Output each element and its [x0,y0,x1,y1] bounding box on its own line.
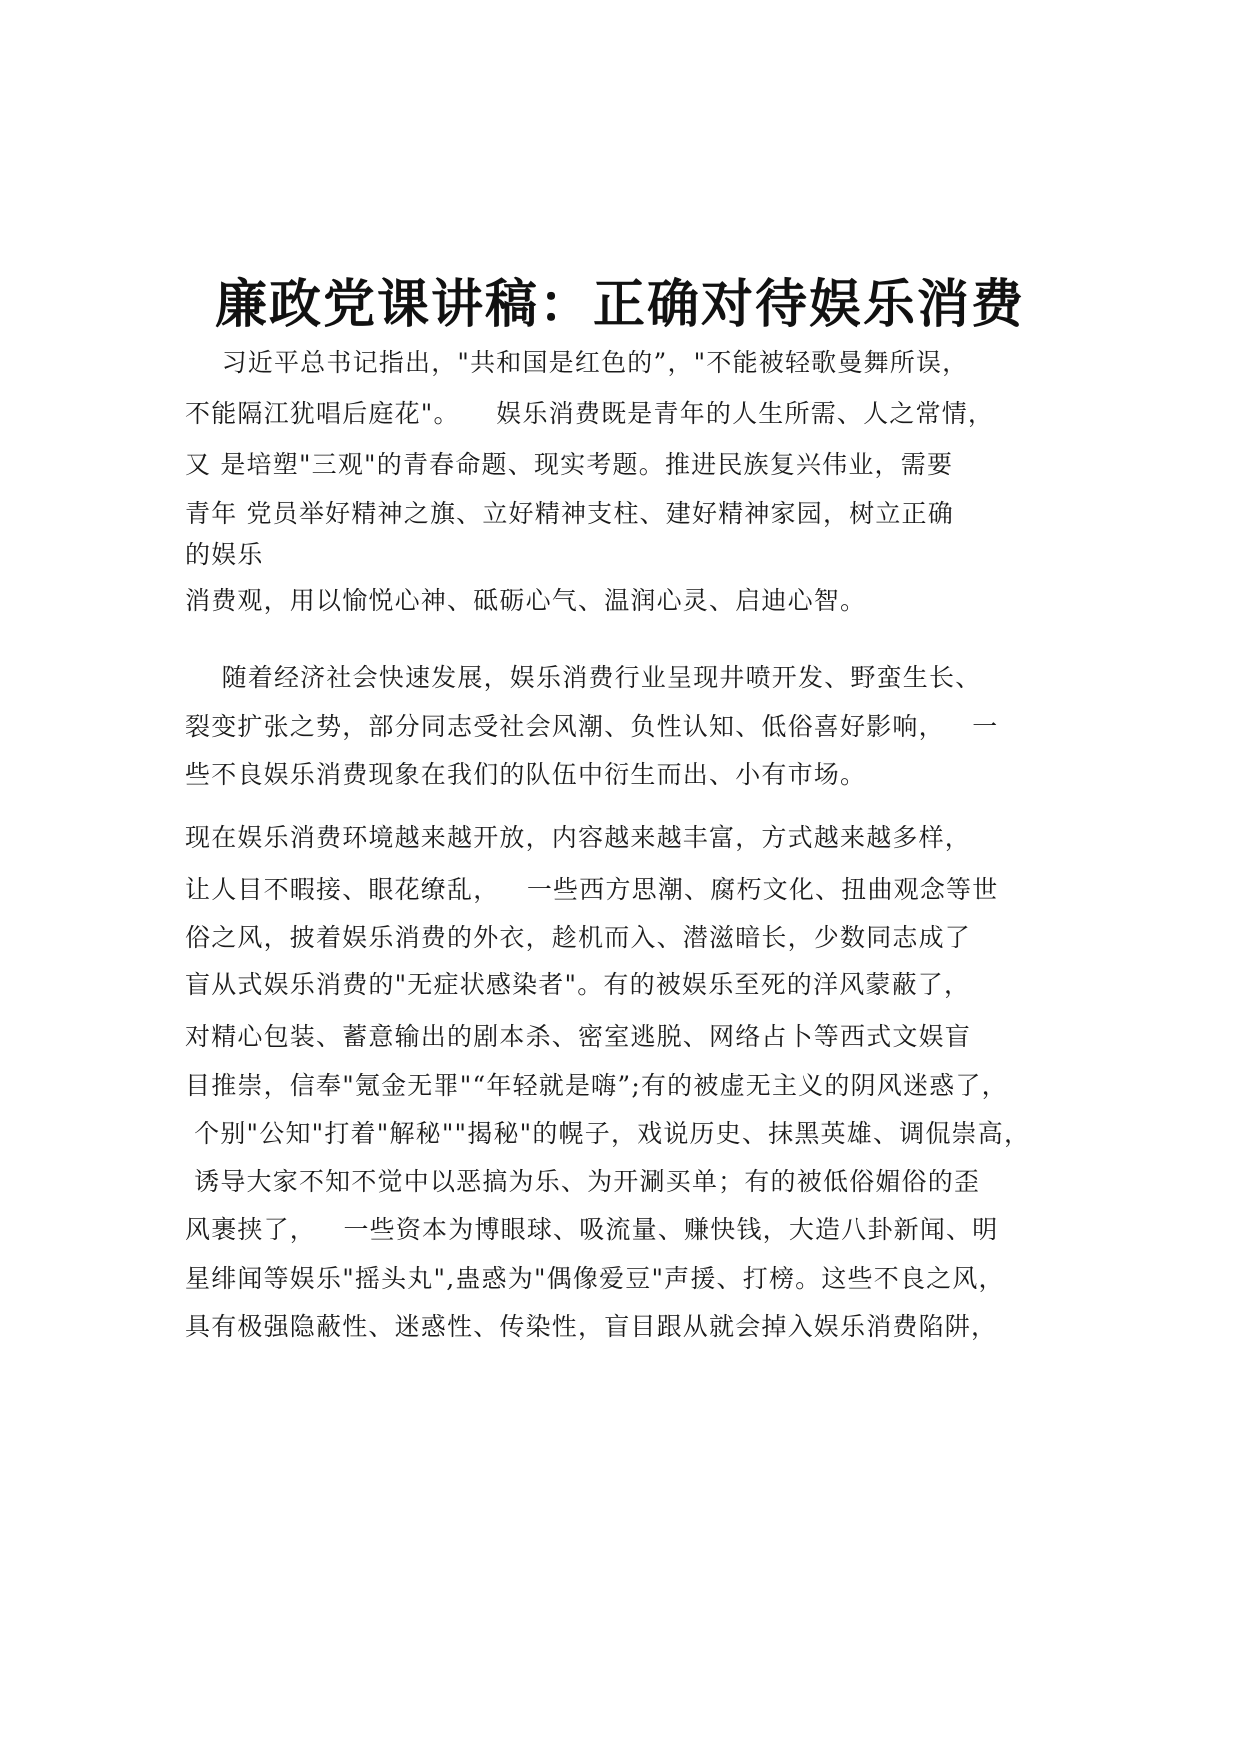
text-line: 现在娱乐消费环境越来越开放，内容越来越丰富，方式越来越多样， [185,823,972,852]
text-line: 青年 党员举好精神之旗、立好精神支柱、建好精神家园，树立正确 [185,499,954,528]
text-line: 裂变扩张之势，部分同志受社会风潮、负性认知、低俗喜好影响， 一 [185,712,999,741]
text-line: 具有极强隐蔽性、迷惑性、传染性，盲目跟从就会掉入娱乐消费陷阱， [185,1312,998,1341]
text-line: 不能隔江犹唱后庭花"。 娱乐消费既是青年的人生所需、人之常情， [185,399,995,428]
text-line: 星绯闻等娱乐"摇头丸",蛊惑为"偶像爱豆"声援、打榜。这些不良之风， [185,1264,1005,1293]
document-title: 廉政党课讲稿：正确对待娱乐消费 [214,275,1025,335]
text-line: 盲从式娱乐消费的"无症状感染者"。有的被娱乐至死的洋风蒙蔽了， [185,970,971,999]
text-line: 俗之风，披着娱乐消费的外衣，趁机而入、潜滋暗长，少数同志成了 [185,923,972,952]
text-line: 又 是培塑"三观"的青春命题、现实考题。推进民族复兴伟业，需要 [185,450,954,479]
text-line: 目推崇，信奉"氪金无罪"“年轻就是嗨”;有的被虚无主义的阴风迷惑了， [185,1071,1008,1100]
text-line: 个别"公知"打着"解秘""揭秘"的幌子，戏说历史、抹黑英雄、调侃崇高， [185,1119,1031,1148]
text-line: 对精心包装、蓄意输出的剧本杀、密室逃脱、网络占卜等西式文娱盲 [185,1022,972,1051]
text-line: 随着经济社会快速发展，娱乐消费行业呈现井喷开发、野蛮生长、 [185,663,982,692]
text-line: 些不良娱乐消费现象在我们的队伍中衍生而出、小有市场。 [185,760,867,789]
text-line: 习近平总书记指出，"共和国是红色的”，"不能被轻歌曼舞所误， [185,348,969,377]
text-line: 诱导大家不知不觉中以恶搞为乐、为开涮买单；有的被低俗媚俗的歪 [185,1167,981,1196]
text-line: 消费观，用以愉悦心神、砥砺心气、温润心灵、启迪心智。 [185,586,867,615]
text-line: 风裹挟了， 一些资本为博眼球、吸流量、赚快钱，大造八卦新闻、明 [185,1215,999,1244]
text-line: 的娱乐 [185,540,264,569]
text-line: 让人目不暇接、眼花缭乱， 一些西方思潮、腐朽文化、扭曲观念等世 [185,875,999,904]
